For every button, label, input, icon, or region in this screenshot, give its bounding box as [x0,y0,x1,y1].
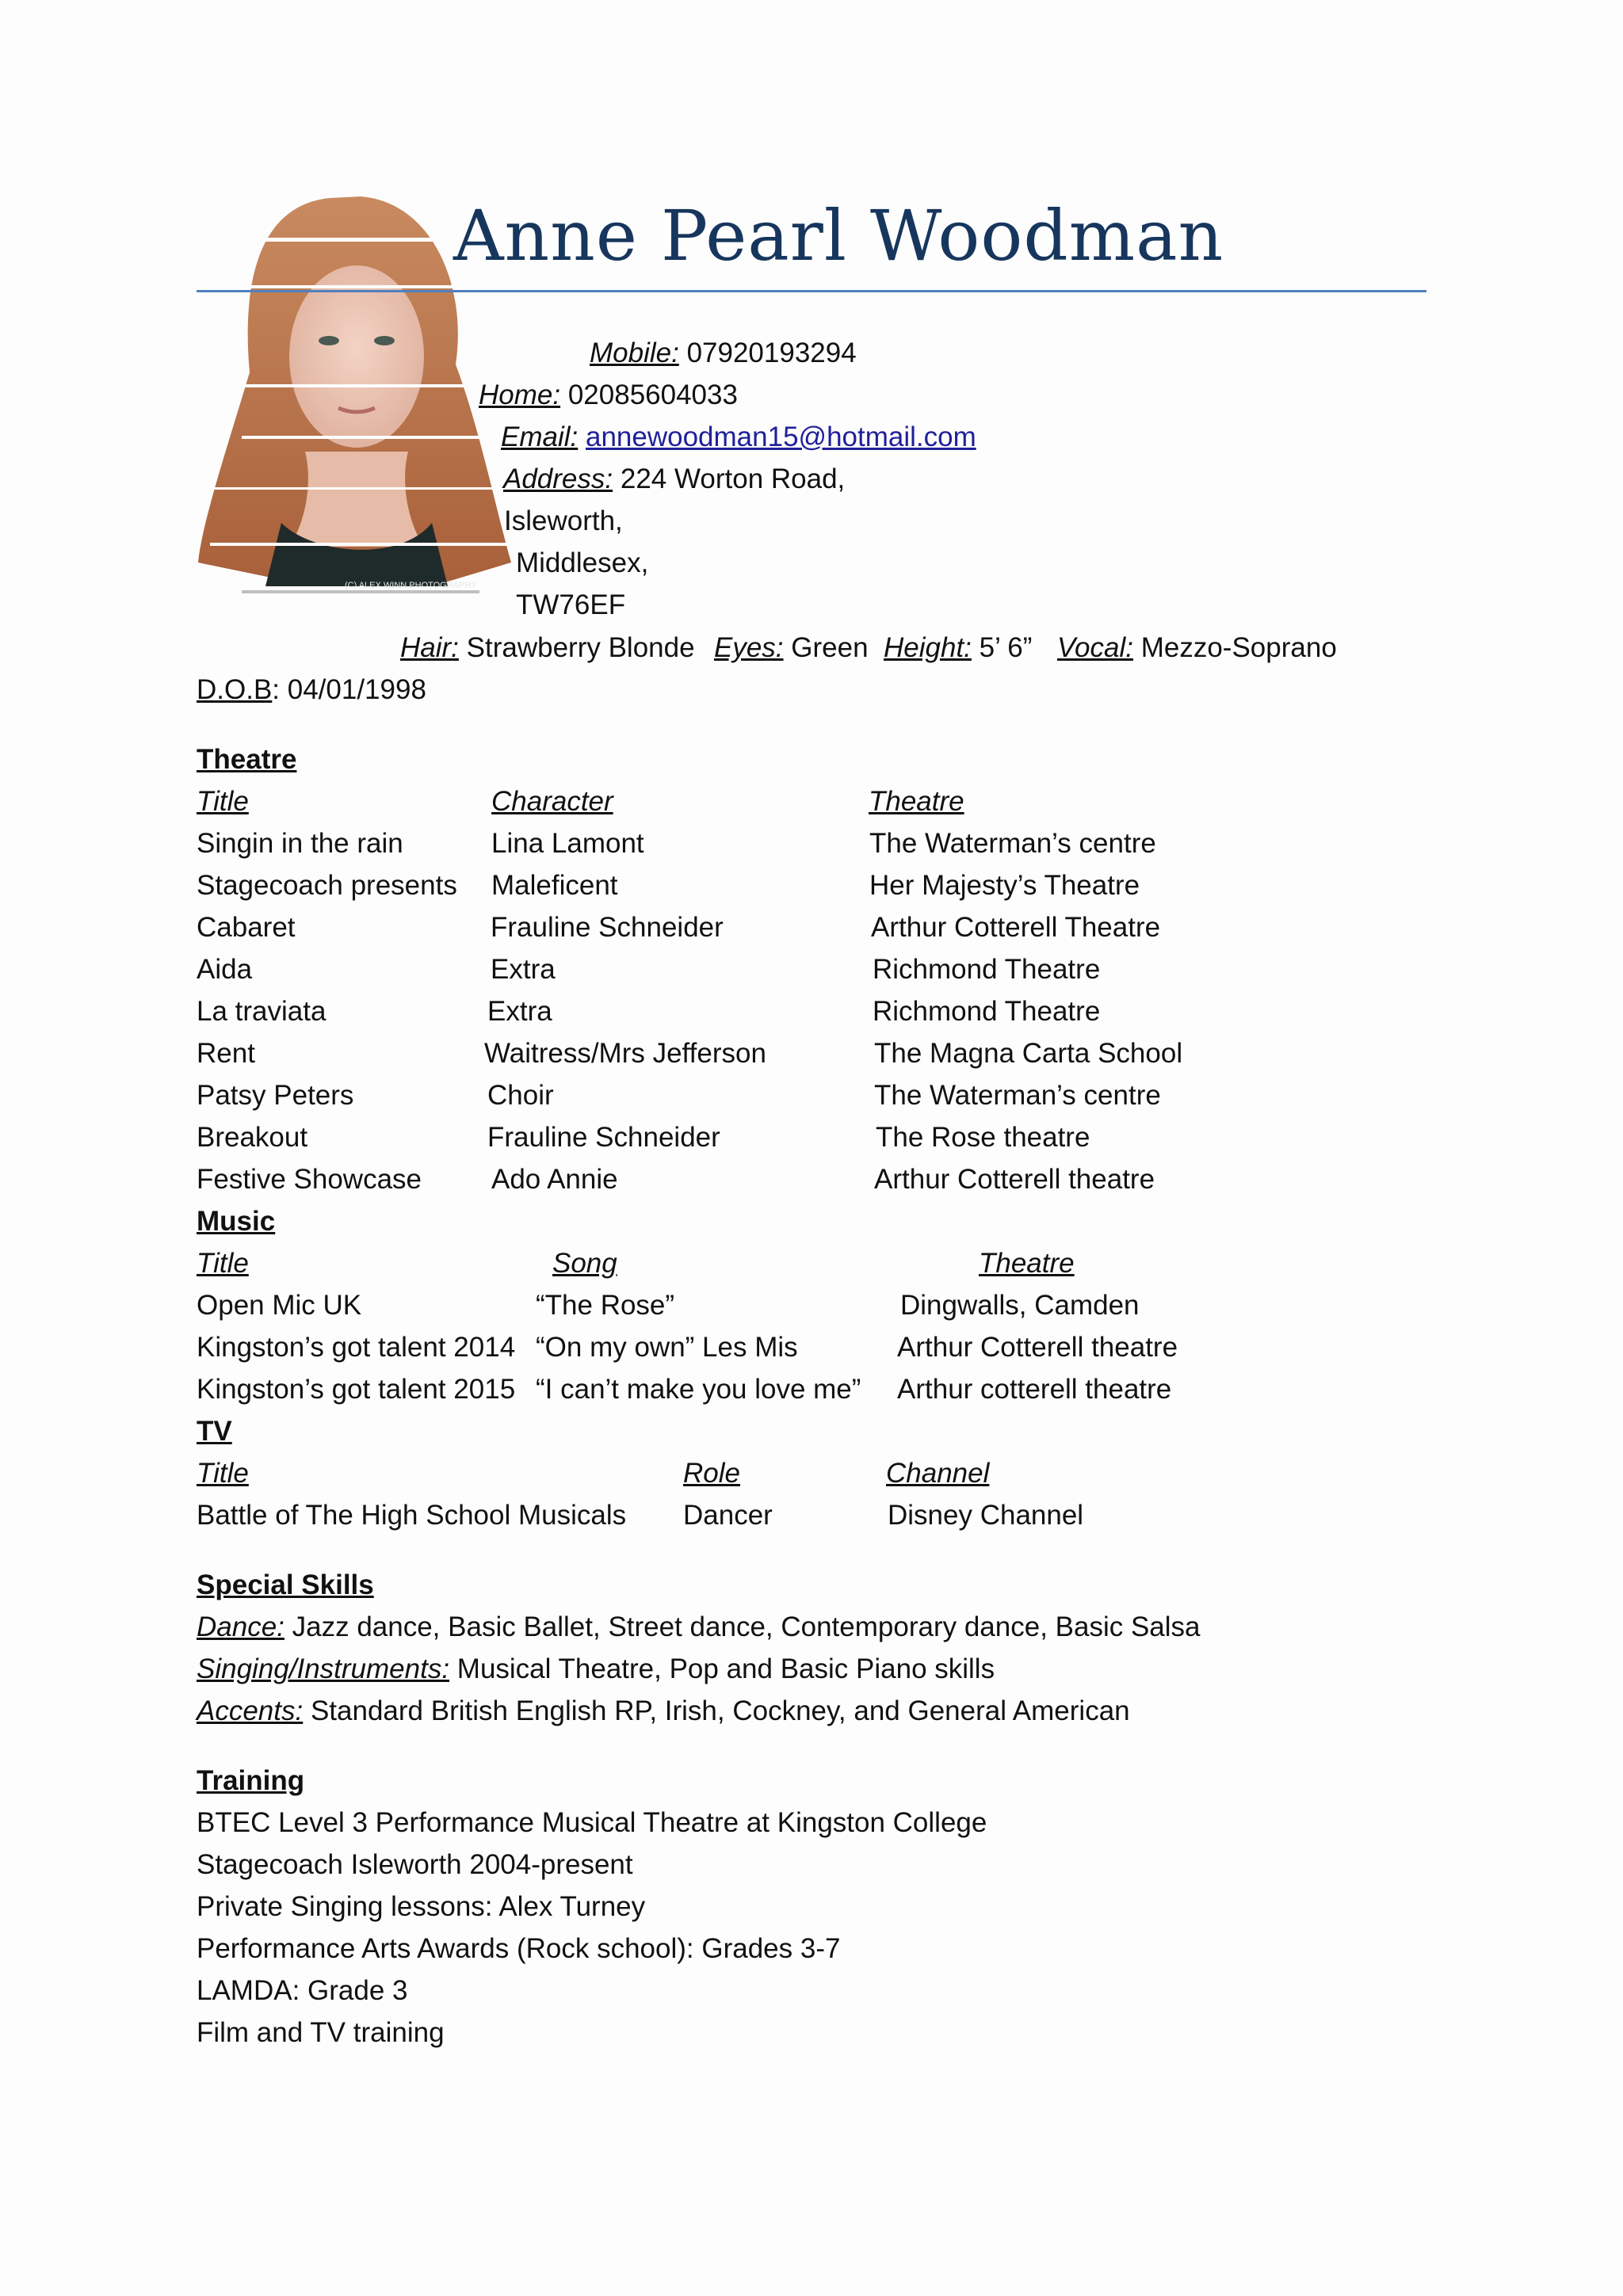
theatre-row-title: La traviata [197,996,327,1027]
address-line-1 [503,459,845,500]
training-item: Performance Arts Awards (Rock school): Grades 3-7 [197,1933,841,1964]
hair-label: Hair: [400,632,459,663]
theatre-row-title: Singin in the rain [197,828,403,859]
tv-header-channel: Channel [886,1458,990,1489]
tv-row-role: Dancer [683,1500,773,1531]
skill-value: Standard British English RP, Irish, Cockney, and General American [303,1695,1130,1726]
theatre-header-title: Title [197,786,249,817]
theatre-row-title: Stagecoach presents [197,870,457,901]
height-label: Height: [884,632,972,663]
home-label: Home: [479,379,561,410]
training-item: LAMDA: Grade 3 [197,1975,408,2006]
skills-heading: Special Skills [197,1569,374,1600]
tv-header-role: Role [683,1458,740,1489]
details-line [400,627,695,669]
training-item: Stagecoach Isleworth 2004-present [197,1849,633,1880]
skill-value: Jazz dance, Basic Ballet, Street dance, Contemporary dance, Basic Salsa [284,1611,1201,1642]
email-label: Email: [501,421,579,452]
theatre-row-venue: Her Majesty’s Theatre [869,870,1140,901]
training-item: BTEC Level 3 Performance Musical Theatre at Kingston College [197,1807,987,1838]
email-line [501,417,976,458]
theatre-row-venue: Richmond Theatre [873,954,1101,985]
theatre-row-character: Extra [491,954,556,985]
skill-label: Dance: [197,1611,285,1642]
tv-heading: TV [197,1416,232,1447]
training-item: Film and TV training [197,2017,445,2048]
music-row-title: Kingston’s got talent 2014 [197,1332,516,1363]
skill-label: Singing/Instruments: [197,1653,450,1684]
theatre-row-title: Patsy Peters [197,1080,354,1111]
address-line-3: Middlesex, [516,547,649,578]
music-row-venue: Dingwalls, Camden [900,1290,1140,1321]
skill-dance [197,1607,1201,1648]
theatre-row-venue: The Magna Carta School [874,1038,1183,1069]
home-line [479,375,738,416]
email-link[interactable]: annewoodman15@hotmail.com [585,421,976,452]
skill-value: Musical Theatre, Pop and Basic Piano skills [449,1653,995,1684]
vocal-value: Mezzo-Soprano [1140,632,1337,663]
dob-label: D.O.B [197,674,273,705]
training-item: Private Singing lessons: Alex Turney [197,1891,646,1922]
eyes-line [714,627,869,669]
music-header-song: Song [552,1248,617,1279]
theatre-header-theatre: Theatre [869,786,964,817]
address-line-4: TW76EF [516,589,626,620]
eyes-label: Eyes: [714,632,784,663]
theatre-row-character: Maleficent [491,870,618,901]
theatre-row-venue: The Waterman’s centre [874,1080,1161,1111]
theatre-row-title: Festive Showcase [197,1164,422,1195]
tv-row-channel: Disney Channel [888,1500,1084,1531]
theatre-row-venue: The Rose theatre [876,1122,1090,1153]
music-row-song: “I can’t make you love me” [536,1374,861,1405]
music-row-title: Open Mic UK [197,1290,362,1321]
theatre-row-title: Breakout [197,1122,308,1153]
music-row-venue: Arthur Cotterell theatre [897,1332,1178,1363]
mobile-line [590,333,857,374]
theatre-row-character: Extra [487,996,552,1027]
mobile-number: 07920193294 [686,338,857,368]
music-header-title: Title [197,1248,249,1279]
tv-header-title: Title [197,1458,249,1489]
dob-line [197,669,426,711]
training-heading: Training [197,1765,305,1796]
vocal-line [1057,627,1337,669]
theatre-row-title: Rent [197,1038,255,1069]
theatre-row-character: Frauline Schneider [487,1122,720,1153]
music-row-song: “On my own” Les Mis [536,1332,798,1363]
theatre-row-character: Lina Lamont [491,828,644,859]
theatre-header-character: Character [491,786,613,817]
music-row-title: Kingston’s got talent 2015 [197,1374,516,1405]
theatre-heading: Theatre [197,744,297,775]
height-line [884,627,1032,669]
theatre-row-venue: The Waterman’s centre [869,828,1156,859]
theatre-row-character: Frauline Schneider [491,912,724,943]
header-rule [197,290,1426,292]
address-line-2: Isleworth, [504,505,623,536]
theatre-row-title: Cabaret [197,912,296,943]
theatre-row-venue: Arthur Cotterell theatre [874,1164,1155,1195]
music-header-theatre: Theatre [979,1248,1075,1279]
theatre-row-character: Choir [487,1080,554,1111]
theatre-row-title: Aida [197,954,253,985]
skill-singing [197,1649,995,1690]
vocal-label: Vocal: [1057,632,1133,663]
mobile-label: Mobile: [590,338,679,368]
skill-label: Accents: [197,1695,304,1726]
address-label: Address: [503,463,613,494]
address-street: 224 Worton Road, [620,463,846,494]
candidate-name: Anne Pearl Woodman [453,195,1224,277]
skill-accents [197,1691,1130,1732]
music-heading: Music [197,1206,276,1237]
music-row-song: “The Rose” [536,1290,675,1321]
dob-value: : 04/01/1998 [272,674,426,705]
height-value: 5’ 6” [979,632,1033,663]
home-number: 02085604033 [567,379,738,410]
theatre-row-venue: Arthur Cotterell Theatre [871,912,1161,943]
theatre-row-character: Ado Annie [491,1164,618,1195]
theatre-row-venue: Richmond Theatre [873,996,1101,1027]
theatre-row-character: Waitress/Mrs Jefferson [484,1038,766,1069]
photo-watermark: (C) ALEX WINN PHOTOGRAPHY [345,581,477,590]
tv-row-title: Battle of The High School Musicals [197,1500,627,1531]
music-row-venue: Arthur cotterell theatre [897,1374,1172,1405]
eyes-value: Green [791,632,869,663]
hair-value: Strawberry Blonde [466,632,695,663]
